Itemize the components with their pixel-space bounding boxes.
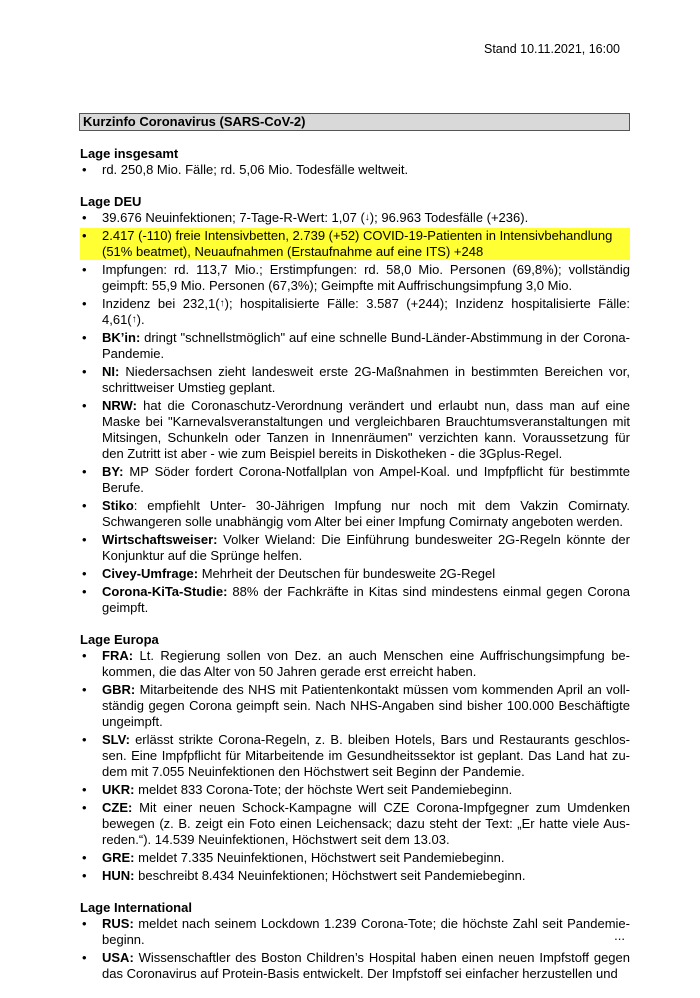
page-continuation-marker: ... bbox=[614, 928, 625, 943]
list-item bbox=[80, 210, 630, 226]
item-text: meldet nach seinem Lockdown 1.239 Corona-Tote; die höchste Zahl seit Pandemie-beginn. bbox=[102, 916, 630, 947]
item-text: 88% der Fachkräfte in Kitas sind mindestens einmal gegen Corona geimpft. bbox=[102, 584, 630, 615]
item-text: ); 96.963 Todesfälle (+236). bbox=[369, 210, 529, 225]
item-text: Niedersachsen zieht landesweit erste 2G-Maßnahmen in bestimmten Bereichen vor, schrittweiser Umstieg geplant. bbox=[102, 364, 630, 395]
item-label: GRE: bbox=[102, 850, 135, 865]
item-text: dringt "schnellstmöglich" auf eine schnelle Bund-Länder-Abstimmung in der Corona-Pandemie. bbox=[102, 330, 630, 361]
item-text: hat die Coronaschutz-Verordnung verändert und erlaubt nun, dass man auf eine Maske bei "Karnevalsveranstaltungen und vergleichbaren Brauchtumsveranstaltungen mit Mitsingen, Schunkeln oder Tanzen in Innenräumen" verzichten kann. Voraussetzung für den Zutritt ist aber - wie zum Beispiel bereits in Diskotheken - die 3Gplus-Regel. bbox=[102, 398, 630, 461]
item-text: rd. 250,8 Mio. Fälle; rd. 5,06 Mio. Todesfälle weltweit. bbox=[102, 162, 409, 177]
item-label: SLV: bbox=[102, 732, 130, 747]
arrow-down-icon: ↓ bbox=[364, 212, 370, 223]
item-text: Impfungen: rd. 113,7 Mio.; Erstimpfungen: rd. 58,0 Mio. Personen (69,8%); vollständig geimpft: 55,9 Mio. Personen (67,3%); Geimpfte mit Auffrischungsimpfung 3,0 Mio. bbox=[102, 262, 630, 293]
document-title: Kurzinfo Coronavirus (SARS-CoV-2) bbox=[79, 113, 630, 131]
item-text: meldet 7.335 Neuinfektionen, Höchstwert seit Pandemiebeginn. bbox=[134, 850, 505, 865]
list-item bbox=[80, 330, 630, 362]
item-label: RUS: bbox=[102, 916, 134, 931]
item-text: Mitarbeitende des NHS mit Patientenkontakt müssen vom kommenden April an voll-ständig gegen Corona geimpft sein. Nach NHS-Angaben sind bisher 100.000 Beschäftigte ungeimpft. bbox=[102, 682, 630, 729]
list-item bbox=[80, 648, 630, 680]
list-item bbox=[80, 262, 630, 294]
item-label: NI: bbox=[102, 364, 120, 379]
item-text: ); hospitalisierte Fälle: 3.587 (+244); Inzidenz hospitalisierte Fälle: 4,61( bbox=[102, 296, 630, 327]
list-item bbox=[80, 364, 630, 396]
section-heading: Lage Europa bbox=[80, 632, 159, 647]
arrow-up-icon: ↑ bbox=[219, 298, 225, 309]
item-text: Volker Wieland: Die Einführung bundesweiter 2G-Regeln könnte der Konjunktur auf die Sprünge helfen. bbox=[102, 532, 630, 563]
list-item bbox=[80, 566, 630, 582]
section-lage-insgesamt bbox=[80, 146, 630, 178]
list-item bbox=[80, 464, 630, 496]
list-item bbox=[80, 916, 630, 948]
item-label: Corona-KiTa-Studie: bbox=[102, 584, 228, 599]
item-label: Wirtschaftsweiser: bbox=[102, 532, 218, 547]
item-label: NRW: bbox=[102, 398, 137, 413]
item-text: meldet 833 Corona-Tote; der höchste Wert seit Pandemiebeginn. bbox=[134, 782, 513, 797]
list-item bbox=[80, 950, 630, 982]
section-heading: Lage insgesamt bbox=[80, 146, 179, 161]
list-item bbox=[80, 162, 630, 178]
section-lage-europa bbox=[80, 632, 630, 884]
item-label: USA: bbox=[102, 950, 134, 965]
list-item bbox=[80, 296, 630, 328]
item-text: Inzidenz bei 232,1( bbox=[102, 296, 220, 311]
item-label: HUN: bbox=[102, 868, 135, 883]
item-text: Mit einer neuen Schock-Kampagne will CZE Corona-Impfgegner zum Umdenken bewegen (z. B. zeigt ein Foto einen Leichensack; dazu steht der Text: „Er hatte viele Aus-reden.“). 14.539 Neuinfektionen, Höchstwert seit dem 13.03. bbox=[102, 800, 630, 847]
item-text: erlässt strikte Corona-Regeln, z. B. bleiben Hotels, Bars und Restaurants geschlos-sen. Eine Impfpflicht für Mitarbeitende im Gesundheitssektor ist geplant. Das Land hat zu-dem mit 7.055 Neuinfektionen den Höchstwert seit Beginn der Pandemie. bbox=[102, 732, 630, 779]
item-text: Wissenschaftler des Boston Children’s Hospital haben einen neuen Impfstoff gegen das Coronavirus auf Protein-Basis entwickelt. Der Impfstoff sei einfacher herzustellen und bbox=[102, 950, 630, 981]
item-text: Mehrheit der Deutschen für bundesweite 2G-Regel bbox=[198, 566, 496, 581]
document-date: Stand 10.11.2021, 16:00 bbox=[484, 42, 620, 56]
list-item bbox=[80, 682, 630, 730]
item-label: GBR: bbox=[102, 682, 136, 697]
item-label: Stiko bbox=[102, 498, 134, 513]
item-label: Civey-Umfrage: bbox=[102, 566, 199, 581]
section-lage-deu bbox=[80, 194, 630, 616]
list-item bbox=[80, 800, 630, 848]
item-text: 2.417 (-110) freie Intensivbetten, 2.739 (+52) COVID-19-Patienten in Intensivbehandlung (51% beatmet), Neuaufnahmen (Erstaufnahme auf eine ITS) +248 bbox=[102, 228, 613, 259]
item-label: FRA: bbox=[102, 648, 134, 663]
item-label: CZE: bbox=[102, 800, 133, 815]
item-text: : empfiehlt Unter- 30-Jährigen Impfung nur noch mit dem Vakzin Comirnaty. Schwangeren solle unabhängig vom Alter bei einer Impfung Comirnaty angeboten werden. bbox=[102, 498, 630, 529]
list-item bbox=[80, 584, 630, 616]
list-item bbox=[80, 782, 630, 798]
list-item bbox=[80, 850, 630, 866]
document-body bbox=[80, 146, 630, 998]
section-heading: Lage DEU bbox=[80, 194, 142, 209]
item-label: BK’in: bbox=[102, 330, 141, 345]
section-lage-international bbox=[80, 900, 630, 982]
list-item bbox=[80, 868, 630, 884]
item-label: BY: bbox=[102, 464, 124, 479]
list-item bbox=[80, 732, 630, 780]
list-item-highlighted bbox=[80, 228, 630, 260]
arrow-up-icon: ↑ bbox=[131, 314, 137, 325]
section-heading: Lage International bbox=[80, 900, 192, 915]
item-text: Lt. Regierung sollen von Dez. an auch Menschen eine Auffrischungsimpfung be-kommen, die das Alter von 50 Jahren gerade erst erreicht haben. bbox=[102, 648, 630, 679]
list-item bbox=[80, 532, 630, 564]
item-label: UKR: bbox=[102, 782, 135, 797]
item-text: beschreibt 8.434 Neuinfektionen; Höchstwert seit Pandemiebeginn. bbox=[134, 868, 526, 883]
item-text: 39.676 Neuinfektionen; 7-Tage-R-Wert: 1,07 ( bbox=[102, 210, 365, 225]
item-text: ). bbox=[136, 312, 145, 327]
item-text: MP Söder fordert Corona-Notfallplan von Ampel-Koal. und Impfpflicht für bestimmte Berufe. bbox=[102, 464, 630, 495]
list-item bbox=[80, 398, 630, 462]
list-item bbox=[80, 498, 630, 530]
